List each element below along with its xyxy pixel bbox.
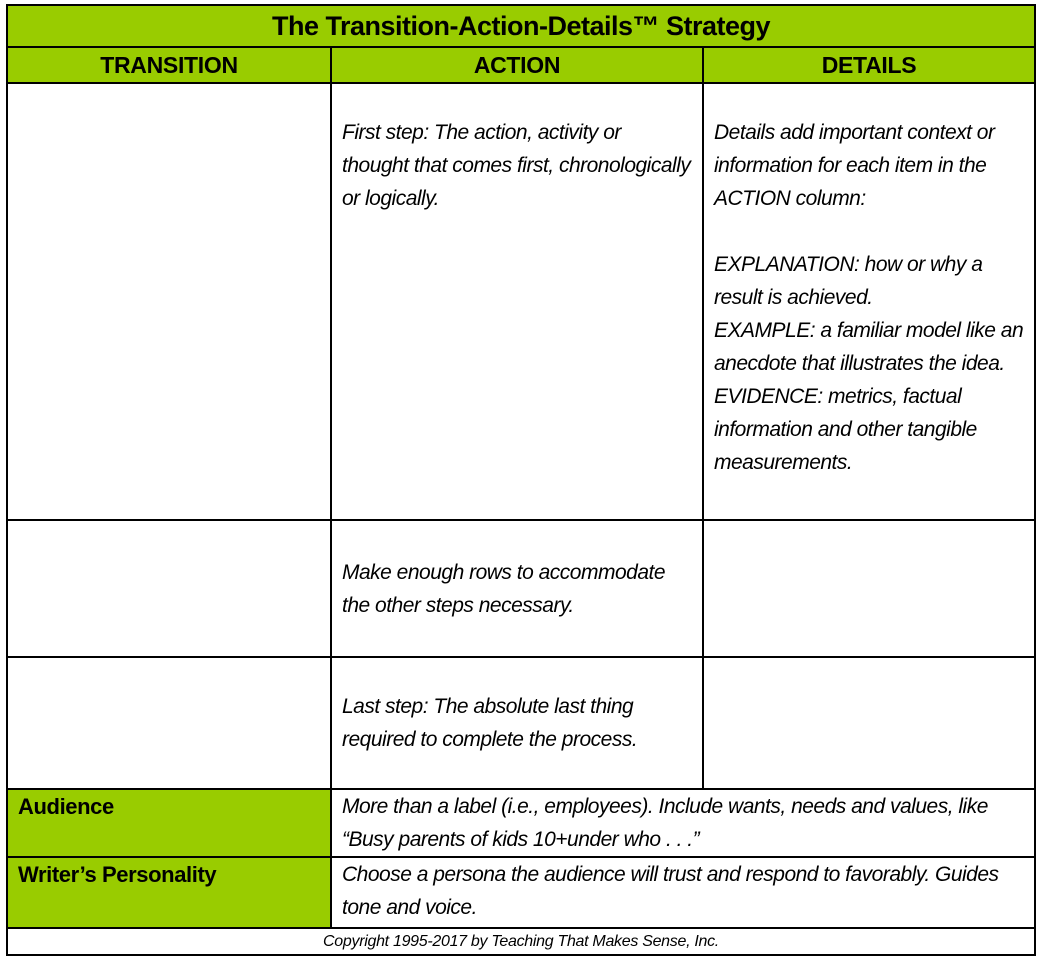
row-last-action: Last step: The absolute last thing required to complete the process.	[342, 695, 638, 751]
column-header-action: ACTION	[332, 48, 702, 82]
details-example: EXAMPLE: a familiar model like an anecdote that illustrates the idea.	[714, 319, 1024, 375]
row-middle-action: Make enough rows to accommodate the other steps necessary.	[342, 561, 666, 617]
column-header-details: DETAILS	[704, 48, 1034, 82]
divider	[8, 856, 1034, 858]
divider	[8, 656, 1034, 658]
divider	[702, 46, 704, 790]
column-header-transition: TRANSITION	[8, 48, 330, 82]
copyright-footer: Copyright 1995-2017 by Teaching That Makes Sense, Inc.	[323, 932, 719, 950]
details-intro: Details add important context or information for each item in the ACTION column:	[714, 121, 995, 210]
details-explanation: EXPLANATION: how or why a result is achieved.	[714, 253, 983, 309]
audience-text: More than a label (i.e., employees). Include wants, needs and values, like “Busy parents of kids 10+under who . . .”	[342, 795, 988, 851]
personality-label: Writer’s Personality	[8, 858, 330, 927]
divider	[8, 46, 1034, 48]
row-first-transition	[8, 84, 330, 519]
row-first-details	[704, 116, 1034, 479]
divider	[8, 519, 1034, 521]
divider	[8, 788, 1034, 790]
table-title: The Transition-Action-Details™ Strategy	[8, 6, 1034, 46]
personality-text: Choose a persona the audience will trust and respond to favorably. Guides tone and voice.	[342, 863, 999, 919]
strategy-table	[6, 4, 1036, 956]
divider	[330, 46, 332, 927]
divider	[8, 82, 1034, 84]
details-evidence: EVIDENCE: metrics, factual information and other tangible measurements.	[714, 385, 977, 474]
row-first-action: First step: The action, activity or thought that comes first, chronologically or logically.	[342, 121, 691, 210]
divider	[8, 927, 1034, 929]
audience-label: Audience	[8, 790, 330, 856]
